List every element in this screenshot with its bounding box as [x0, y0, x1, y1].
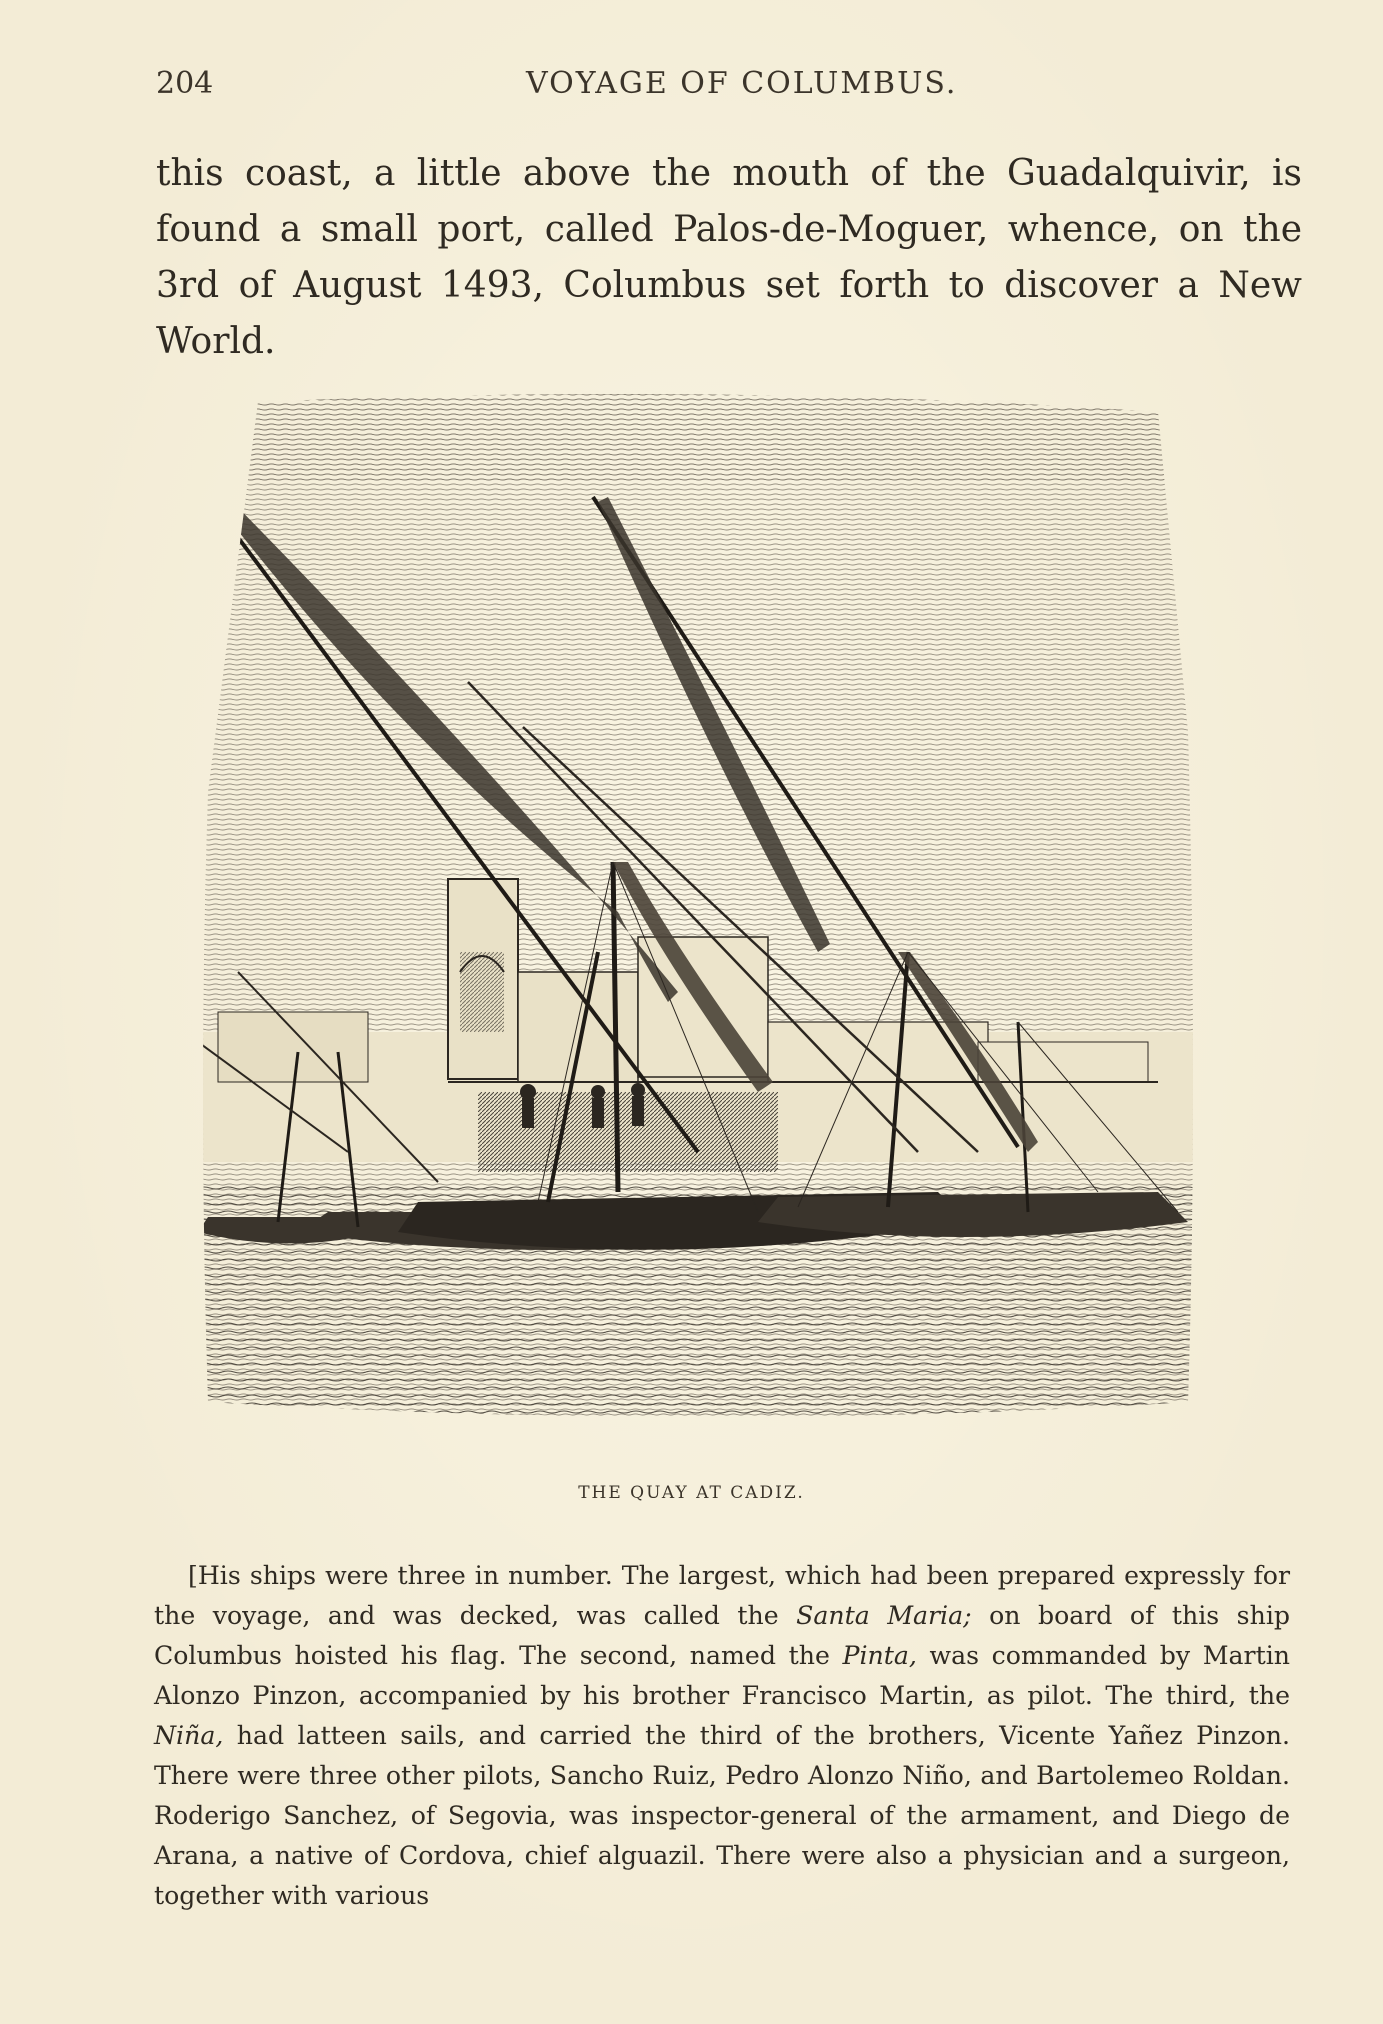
body-segment-3: was commanded by Martin Alonzo Pinzon, accompanied by his brother Francisco Martin, as pilot. The third, the	[154, 1641, 1290, 1710]
intro-text: this coast, a little above the mouth of the Guadalquivir, is found a small port, called Palos-de-Moguer, whence, on the 3rd of August 1493, Columbus set forth to discover a New World.	[156, 153, 1302, 362]
engraving-quay-at-cadiz	[198, 392, 1238, 1472]
ship-name-nina: Niña,	[154, 1721, 224, 1750]
engraving-figure	[198, 392, 1238, 1472]
running-title: VOYAGE OF COLUMBUS.	[526, 66, 958, 101]
ship-name-pinta: Pinta,	[842, 1641, 917, 1670]
cloud-band	[198, 392, 1238, 482]
body-text	[154, 1556, 1290, 1916]
body-segment-1: [His ships were three in number. The largest, which had been prepared expressly for the voyage, and was decked, was called the	[154, 1561, 1290, 1630]
page-number: 204	[156, 66, 214, 101]
ship-name-santa-maria: Santa Maria;	[796, 1601, 972, 1630]
quay-with-figures	[478, 1083, 778, 1172]
intro-paragraph	[156, 146, 1302, 370]
figure-caption: THE QUAY AT CADIZ.	[578, 1483, 805, 1503]
page-header	[156, 66, 1306, 106]
engraving-scene	[198, 392, 1238, 1472]
body-segment-2: on board of this ship Columbus hoisted his flag. The second, named the	[154, 1601, 1290, 1670]
body-paragraph	[154, 1556, 1290, 1916]
body-segment-4: had latteen sails, and carried the third of the brothers, Vicente Yañez Pinzon. There were three other pilots, Sancho Ruiz, Pedro Alonzo Niño, and Bartolemeo Roldan. Roderigo Sanchez, of Segovia, was inspector-general of the armament, and Diego de Arana, a native of Cordova, chief alguazil. There were also a physician and a surgeon, together with various	[154, 1721, 1290, 1910]
